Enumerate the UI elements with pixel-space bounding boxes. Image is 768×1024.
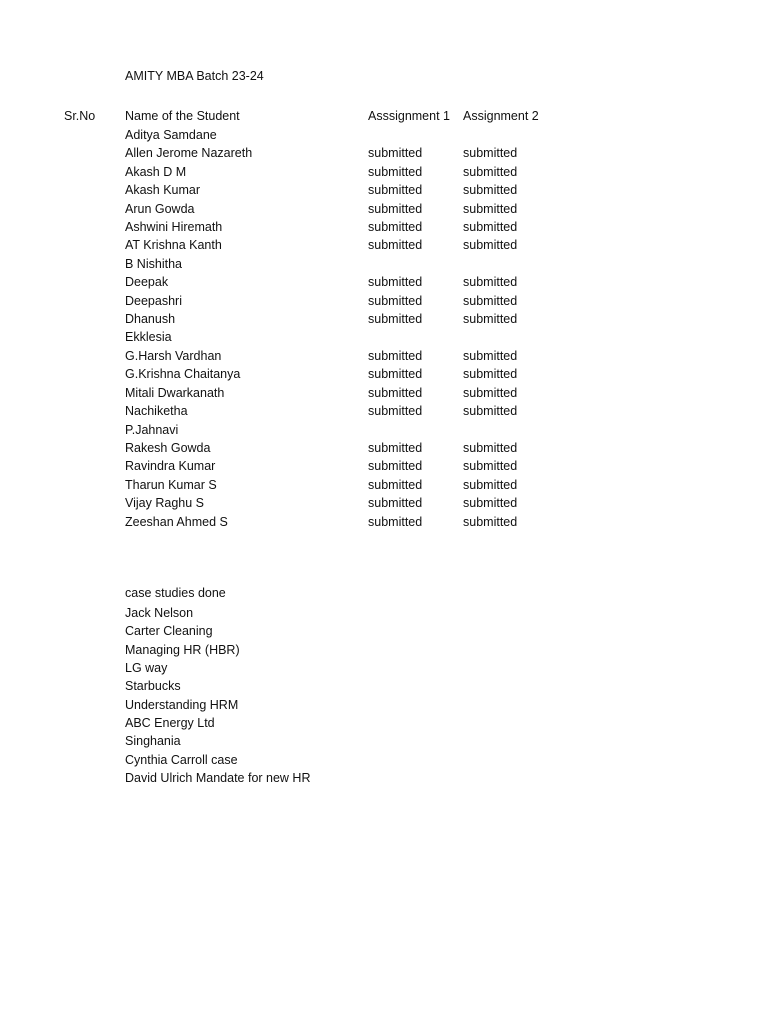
case-study-row [0, 696, 600, 714]
student-row [0, 144, 600, 162]
case-study-name: Managing HR (HBR) [125, 642, 240, 657]
assignment-1-status: submitted [368, 385, 423, 400]
assignment-2-status: submitted [463, 293, 518, 308]
assignment-2-status: submitted [463, 440, 518, 455]
assignment-1-status: submitted [368, 440, 423, 455]
student-row [0, 384, 600, 402]
student-row [0, 494, 600, 512]
student-row [0, 181, 600, 199]
student-list [0, 126, 600, 531]
student-name: B Nishitha [125, 256, 182, 271]
student-row [0, 163, 600, 181]
student-row [0, 365, 600, 383]
assignment-2-status: submitted [463, 496, 518, 511]
assignment-1-status: submitted [368, 220, 423, 235]
student-name: Vijay Raghu S [125, 496, 204, 511]
header-assignment-1: Asssignment 1 [368, 109, 450, 123]
student-row [0, 439, 600, 457]
assignment-1-status: submitted [368, 477, 423, 492]
student-row [0, 402, 600, 420]
case-study-row [0, 659, 600, 677]
case-study-row [0, 732, 600, 750]
assignment-2-status: submitted [463, 385, 518, 400]
case-study-row [0, 769, 600, 787]
student-row [0, 457, 600, 475]
assignment-1-status: submitted [368, 183, 423, 198]
assignment-1-status: submitted [368, 164, 423, 179]
student-name: AT Krishna Kanth [125, 238, 222, 253]
student-row [0, 200, 600, 218]
assignment-1-status: submitted [368, 459, 423, 474]
student-row [0, 218, 600, 236]
assignment-2-status: submitted [463, 348, 518, 363]
student-row [0, 292, 600, 310]
student-name: Ashwini Hiremath [125, 220, 223, 235]
assignment-1-status: submitted [368, 404, 423, 419]
student-row [0, 347, 600, 365]
assignment-2-status: submitted [463, 238, 518, 253]
assignment-1-status: submitted [368, 238, 423, 253]
assignment-2-status: submitted [463, 146, 518, 161]
student-name: Arun Gowda [125, 201, 195, 216]
assignment-1-status: submitted [368, 146, 423, 161]
case-study-row [0, 714, 600, 732]
assignment-2-status: submitted [463, 164, 518, 179]
case-study-name: LG way [125, 661, 168, 676]
case-study-name: David Ulrich Mandate for new HR [125, 771, 311, 786]
assignment-2-status: submitted [463, 367, 518, 382]
student-row [0, 421, 600, 439]
student-name: Deepak [125, 275, 169, 290]
student-row [0, 273, 600, 291]
assignment-1-status: submitted [368, 514, 423, 529]
student-name: Zeeshan Ahmed S [125, 514, 228, 529]
assignment-2-status: submitted [463, 275, 518, 290]
student-row [0, 513, 600, 531]
student-name: Akash D M [125, 164, 187, 179]
assignment-1-status: submitted [368, 275, 423, 290]
student-row [0, 126, 600, 144]
student-name: Dhanush [125, 312, 176, 327]
header-student-name: Name of the Student [125, 109, 240, 123]
student-name: Rakesh Gowda [125, 440, 211, 455]
assignment-2-status: submitted [463, 404, 518, 419]
student-name: Allen Jerome Nazareth [125, 146, 253, 161]
assignment-2-status: submitted [463, 201, 518, 216]
case-study-row [0, 622, 600, 640]
assignment-2-status: submitted [463, 514, 518, 529]
header-srno: Sr.No [64, 109, 96, 123]
assignment-1-status: submitted [368, 367, 423, 382]
assignment-2-status: submitted [463, 183, 518, 198]
case-study-name: Understanding HRM [125, 697, 239, 712]
student-name: Tharun Kumar S [125, 477, 217, 492]
student-row [0, 236, 600, 254]
case-study-row [0, 604, 600, 622]
case-study-row [0, 641, 600, 659]
student-name: Ekklesia [125, 330, 172, 345]
student-row [0, 255, 600, 273]
student-name: Ravindra Kumar [125, 459, 216, 474]
student-row [0, 310, 600, 328]
student-name: Akash Kumar [125, 183, 201, 198]
document-title: AMITY MBA Batch 23-24 [125, 69, 264, 83]
assignment-1-status: submitted [368, 293, 423, 308]
assignment-1-status: submitted [368, 496, 423, 511]
case-study-row [0, 677, 600, 695]
case-study-name: Starbucks [125, 679, 181, 694]
case-study-name: Singhania [125, 734, 181, 749]
case-study-name: ABC Energy Ltd [125, 716, 215, 731]
student-name: Deepashri [125, 293, 182, 308]
assignment-2-status: submitted [463, 477, 518, 492]
assignment-2-status: submitted [463, 459, 518, 474]
student-row [0, 328, 600, 346]
student-name: Nachiketha [125, 404, 188, 419]
student-row [0, 476, 600, 494]
case-studies-heading: case studies done [125, 586, 226, 600]
assignment-2-status: submitted [463, 312, 518, 327]
case-study-name: Cynthia Carroll case [125, 752, 238, 767]
assignment-2-status: submitted [463, 220, 518, 235]
student-name: Aditya Samdane [125, 128, 217, 142]
case-study-name: Jack Nelson [125, 606, 194, 620]
case-study-row [0, 751, 600, 769]
student-name: P.Jahnavi [125, 422, 179, 437]
header-assignment-2: Assignment 2 [463, 109, 539, 123]
student-name: Mitali Dwarkanath [125, 385, 225, 400]
student-name: G.Harsh Vardhan [125, 348, 222, 363]
case-studies-list [0, 604, 600, 787]
assignment-1-status: submitted [368, 312, 423, 327]
assignment-1-status: submitted [368, 201, 423, 216]
student-name: G.Krishna Chaitanya [125, 367, 241, 382]
case-study-name: Carter Cleaning [125, 624, 213, 639]
assignment-1-status: submitted [368, 348, 423, 363]
